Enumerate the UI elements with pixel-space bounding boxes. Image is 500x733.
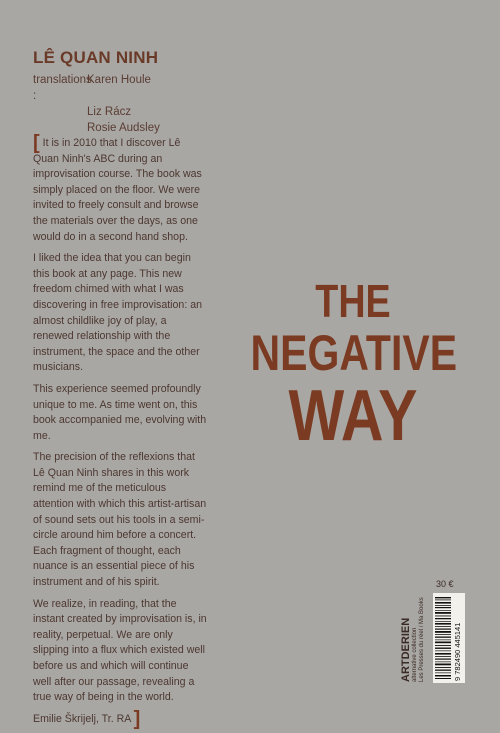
title-line-3: WAY <box>288 376 418 456</box>
isbn-digits: 9 782490 445141 <box>453 622 462 681</box>
blurb-paragraph: This experience seemed profoundly unique to me. As time went on, this book accompanied me, evolving with me. <box>33 382 207 442</box>
book-title <box>228 275 478 456</box>
publisher-name: ARTDERIEN <box>400 617 412 682</box>
blurb-paragraph: The precision of the reflexions that Lê Quan Ninh shares in this work remind me of the meticulous attention with which this artist-artisan of sound sets out his tools in a semi-circle around him before a concert. Each fragment of thought, each nuance is an essential piece of his instrument and of his spirit. <box>33 451 207 589</box>
title-line-1: THE <box>315 275 391 327</box>
translations-block <box>33 72 160 136</box>
author-name: LÊ QUAN NINH <box>33 48 159 67</box>
price: 30 € <box>436 579 454 589</box>
close-bracket: ] <box>133 707 141 730</box>
blurb-paragraph: I liked the idea that you can begin this book at any page. This new freedom chimed with what I was discovering in free improvisation: an almost childlike joy of play, a renewed relationship with the instrument, the space and the other musicians. <box>33 252 202 374</box>
blurb-paragraph: We realize, in reading, that the instant created by improvisation is, in reality, perpetual. We are only slipping into a flux which existed well before us and which will continue well after our passage, revealing a true way of being in the world. <box>33 597 207 704</box>
publisher-coeditor: Les Presses du réel / Ma Books <box>419 597 425 682</box>
publisher-sub: alternative collection <box>412 627 418 682</box>
open-bracket: [ <box>33 132 40 154</box>
blurb-paragraph: [ It is in 2010 that I discover Lê Quan Ninh's ABC during an improvisation course. The book was simply placed on the floor. We were invited to freely consult and browse the materials over the days, as one would do in a second hand shop. <box>33 132 202 243</box>
title-line-2: NEGATIVE <box>250 325 458 381</box>
blurb-text <box>33 132 208 733</box>
isbn-barcode <box>433 593 465 683</box>
barcode-graphic <box>433 593 465 683</box>
signature: Emilie Škrijelj, Tr. RA ] <box>33 707 141 730</box>
translations-label: translations : <box>33 74 92 102</box>
publisher-block <box>400 597 430 684</box>
translator-1: Karen Houle <box>87 74 151 86</box>
translator-3: Rosie Audsley <box>87 122 160 134</box>
translator-2: Liz Rácz <box>87 106 132 118</box>
